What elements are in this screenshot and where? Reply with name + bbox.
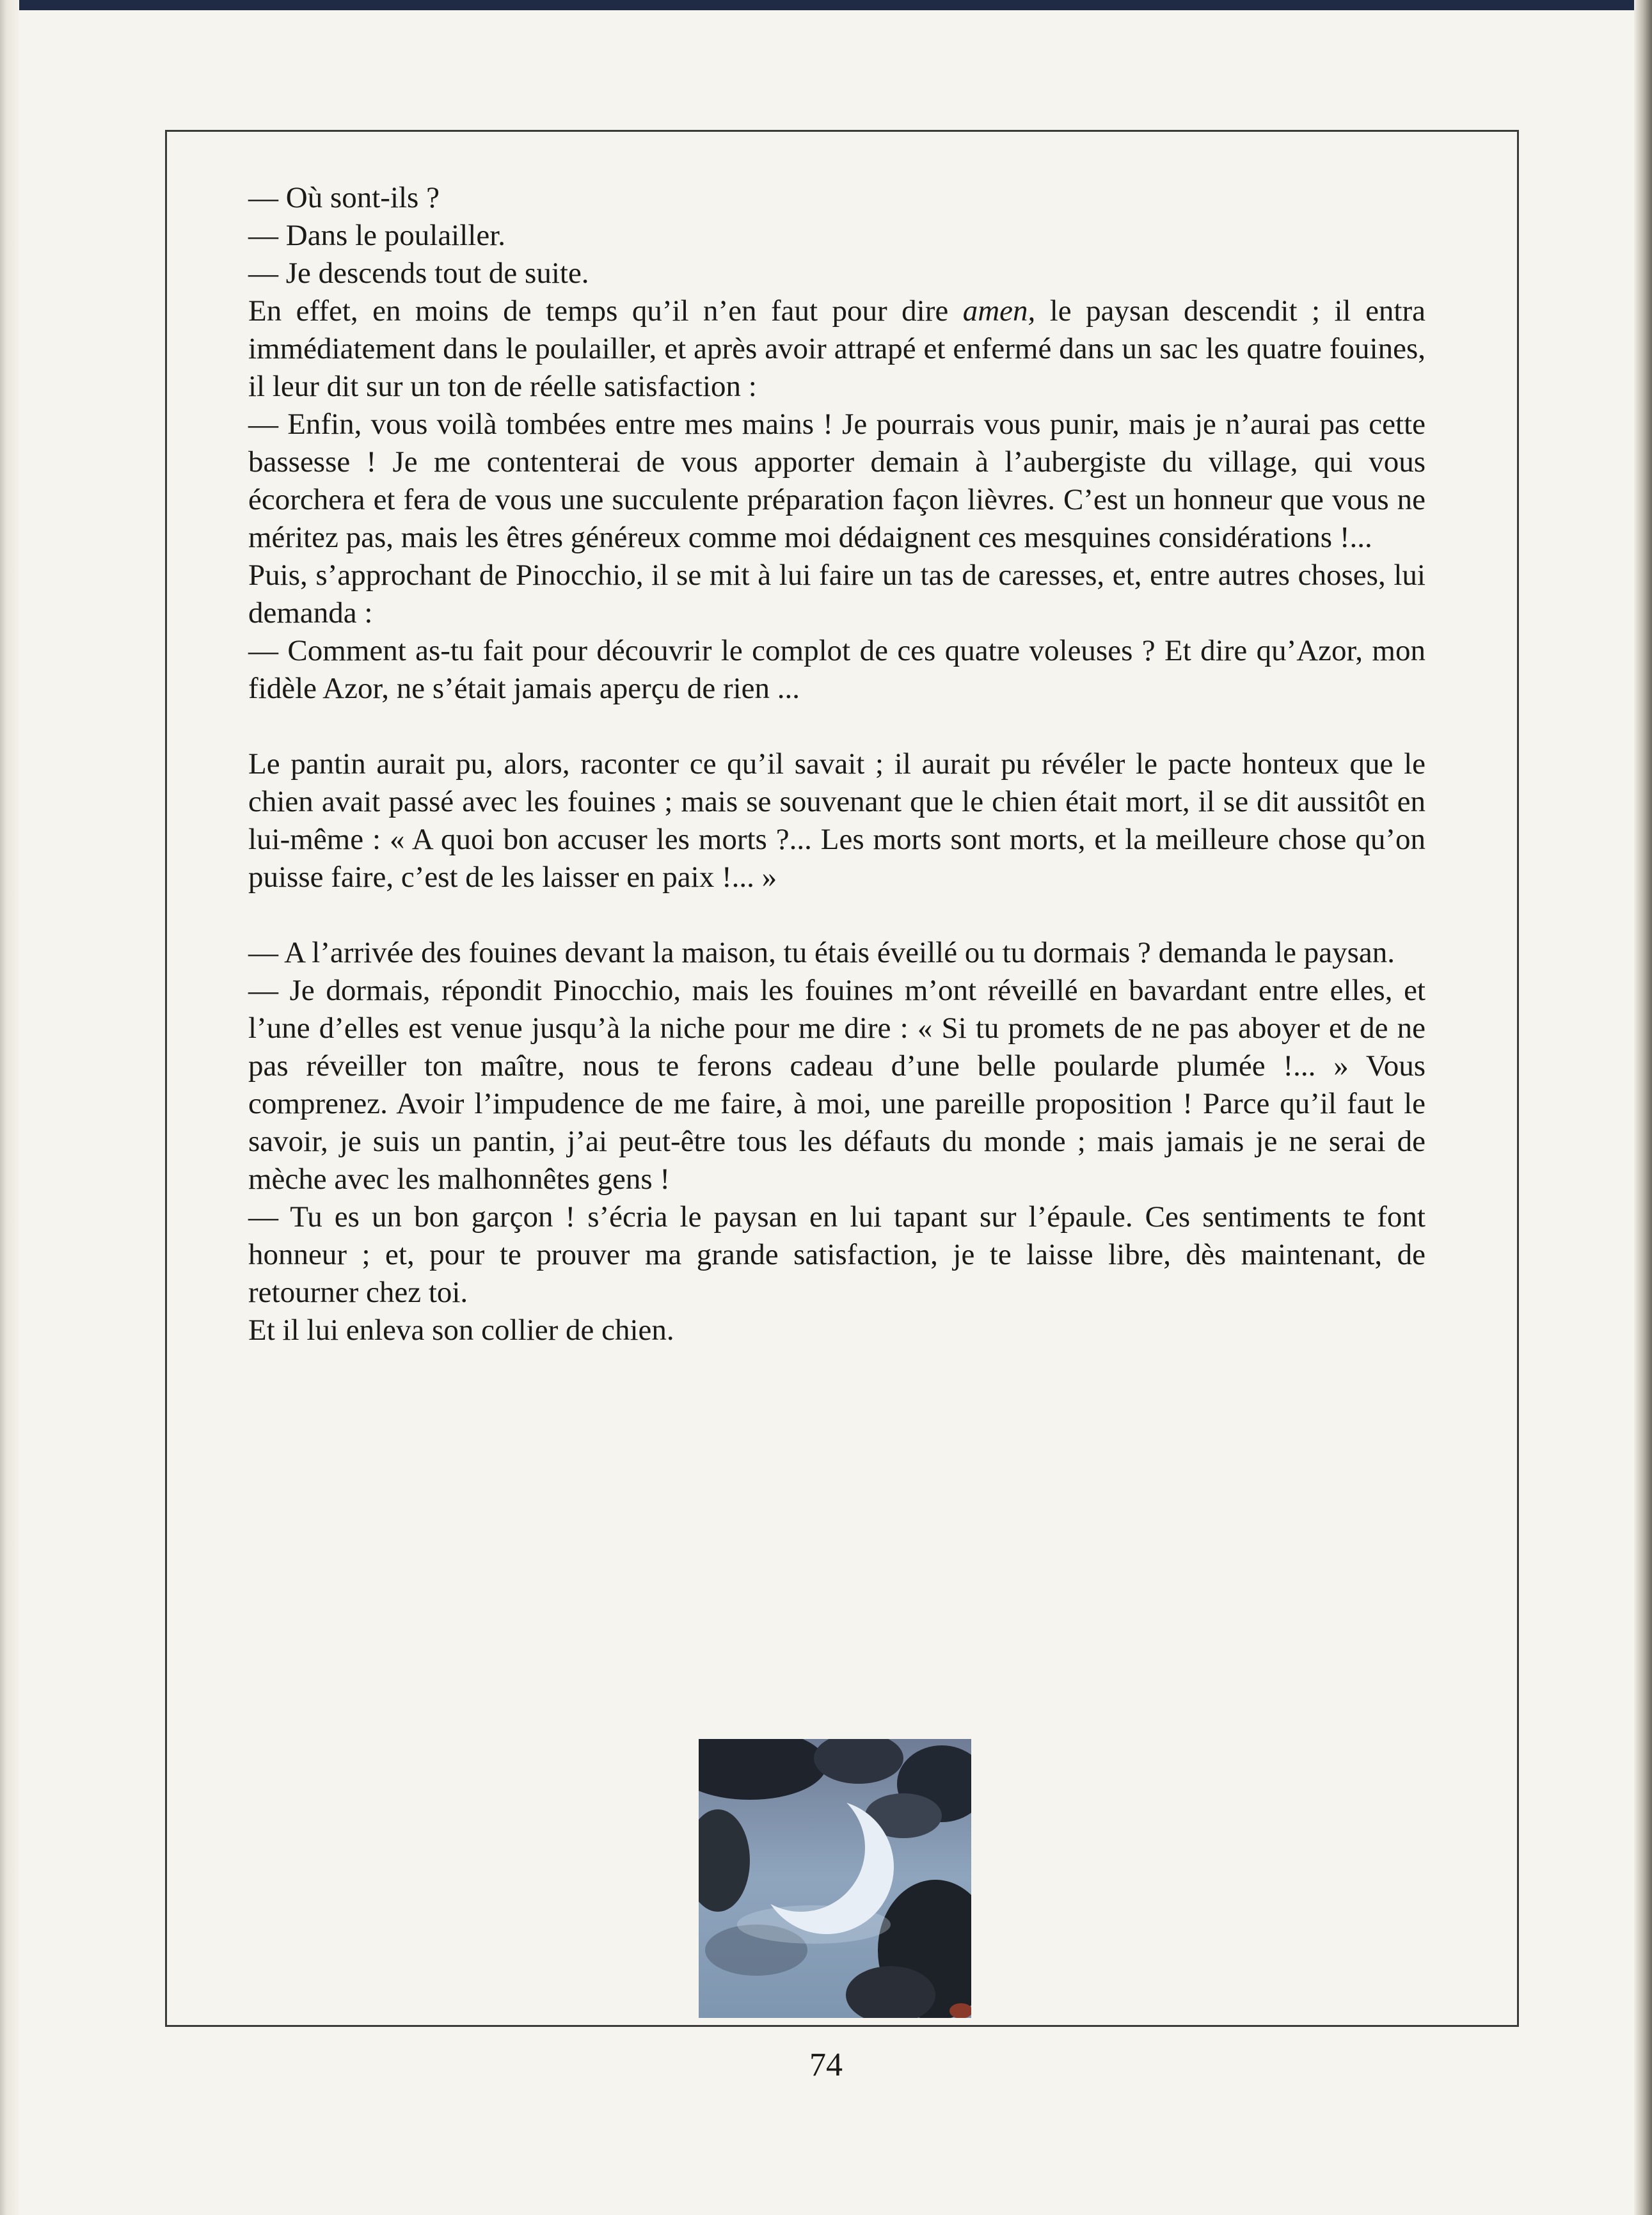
body-text bbox=[248, 179, 1426, 1349]
paragraph: — Où sont-ils ? bbox=[248, 181, 440, 214]
paragraph: — A l’arrivée des fouines devant la maison, tu étais éveillé ou tu dormais ? demanda le paysan. bbox=[248, 936, 1395, 969]
paragraph: — Dans le poulailler. bbox=[248, 219, 506, 252]
top-edge bbox=[0, 0, 1652, 10]
paragraph: — Tu es un bon garçon ! s’écria le paysan en lui tapant sur l’épaule. Ces sentiments te font honneur ; et, pour te prouver ma grande satisfaction, je te laisse libre, dès maintenant, de retourner chez toi. bbox=[248, 1200, 1426, 1309]
paragraph: — Enfin, vous voilà tombées entre mes mains ! Je pourrais vous punir, mais je n’aurai pas cette bassesse ! Je me contenterai de vous apporter demain à l’aubergiste du village, qui vous écorchera et fera de vous une succulente préparation façon lièvres. C’est un honneur que vous ne méritez pas, mais les êtres généreux comme moi dédaignent ces mesquines considérations !... bbox=[248, 408, 1426, 554]
page-left-edge bbox=[0, 0, 19, 2215]
paragraph: — Comment as-tu fait pour découvrir le complot de ces quatre voleuses ? Et dire qu’Azor, mon fidèle Azor, ne s’était jamais aperçu de rien ... bbox=[248, 634, 1426, 705]
paragraph: — Je descends tout de suite. bbox=[248, 257, 589, 290]
paragraph-start: En effet, en moins de temps qu’il n’en faut pour dire bbox=[248, 294, 949, 328]
amen-word: amen, bbox=[962, 294, 1036, 328]
crescent-moon-illustration bbox=[699, 1739, 971, 2018]
paragraph-continuation: le paysan descendit ; il entra immédiatement dans le poulailler, et après avoir attrapé et enfermé dans un sac les quatre fouines, il leur dit sur un ton de réelle satisfaction : bbox=[248, 294, 1426, 403]
book-spine-edge bbox=[1634, 0, 1652, 2215]
page-number: 74 bbox=[809, 2047, 843, 2083]
paragraph bbox=[248, 292, 1426, 406]
paragraph: — Je dormais, répondit Pinocchio, mais les fouines m’ont réveillé en bavardant entre elles, et l’une d’elles est venue jusqu’à la niche pour me dire : « Si tu promets de ne pas aboyer et de ne pas réveiller ton maître, nous te ferons cadeau d’une belle poularde plumée !... » Vous comprenez. Avoir l’impudence de me faire, à moi, une pareille proposition ! Parce qu’il faut le savoir, je suis un pantin, j’ai peut-être tous les défauts du monde ; mais jamais je ne serai de mèche avec les malhonnêtes gens ! bbox=[248, 974, 1426, 1196]
paragraph: Puis, s’approchant de Pinocchio, il se mit à lui faire un tas de caresses, et, entre autres choses, lui demanda : bbox=[248, 559, 1426, 630]
paragraph: Le pantin aurait pu, alors, raconter ce qu’il savait ; il aurait pu révéler le pacte honteux que le chien avait passé avec les fouines ; mais se souvenant que le chien était mort, il se dit aussitôt en lui-même : « A quoi bon accuser les morts ?... Les morts sont morts, et la meilleure chose qu’on puisse faire, c’est de les laisser en paix !... » bbox=[248, 747, 1426, 894]
paragraph: Et il lui enleva son collier de chien. bbox=[248, 1314, 674, 1347]
